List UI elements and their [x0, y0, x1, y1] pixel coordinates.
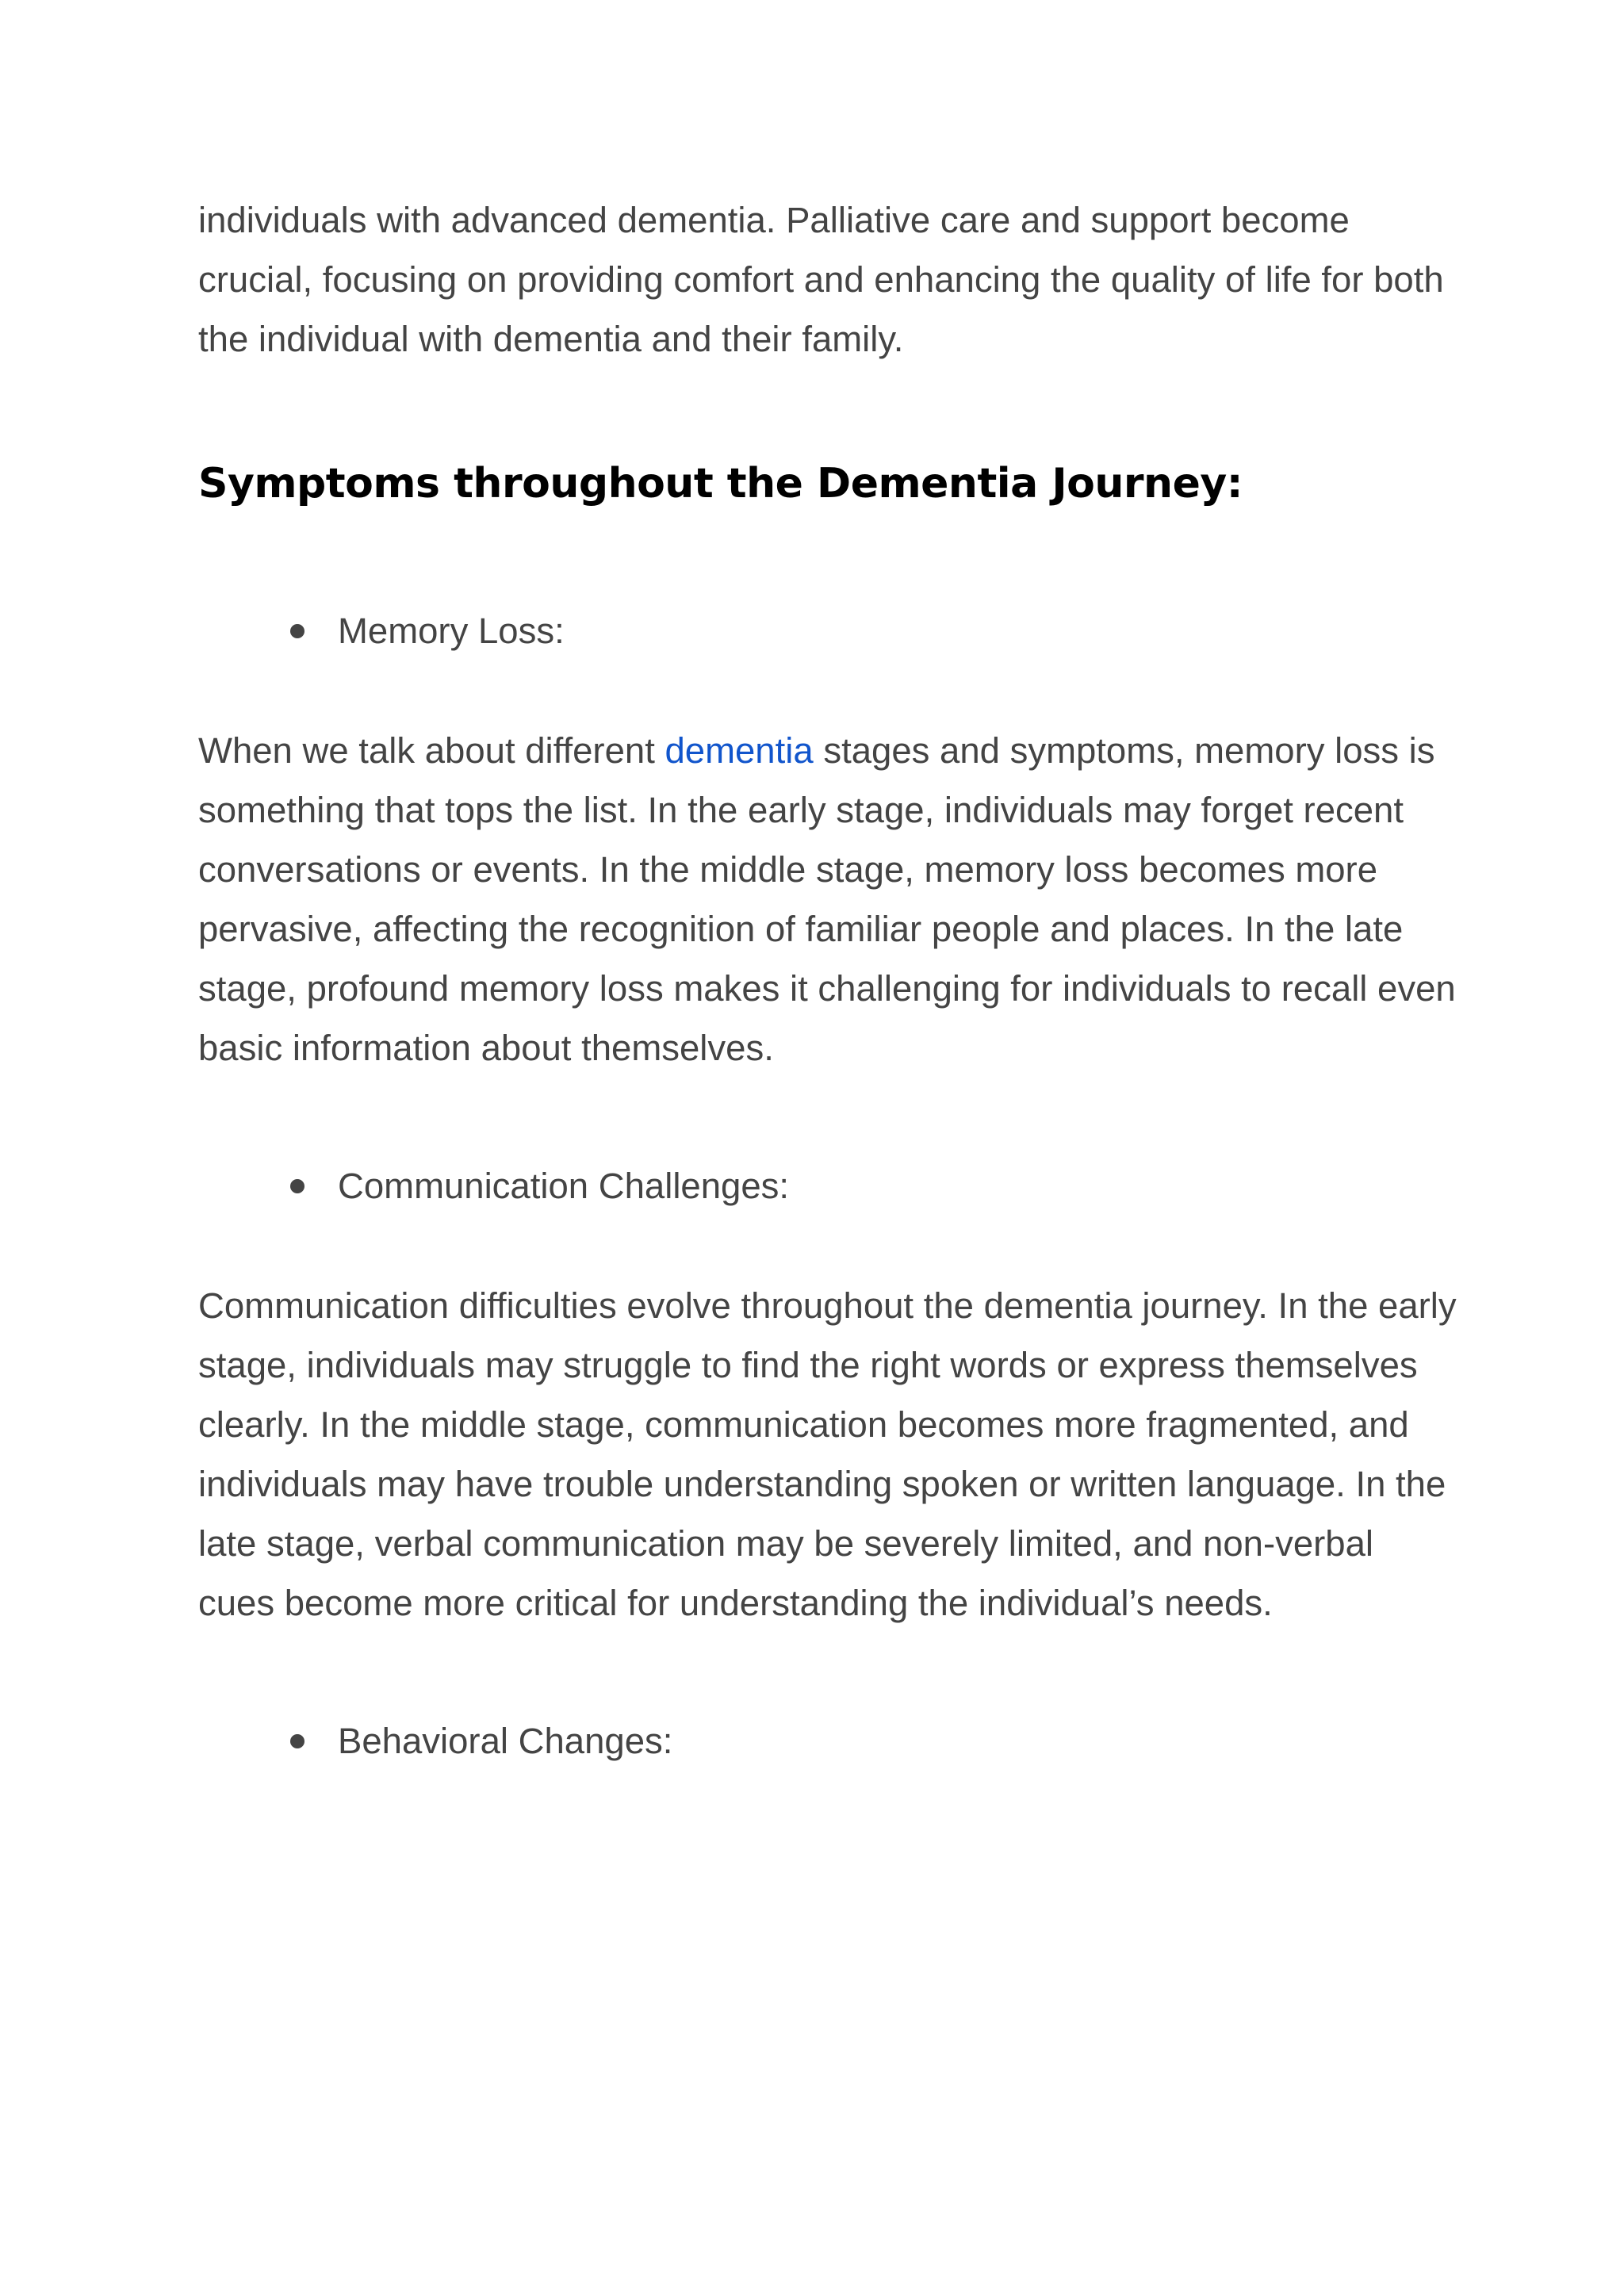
spacer: [198, 1633, 1459, 1711]
spacer: [198, 661, 1459, 721]
bullet-dot-icon: [290, 624, 304, 638]
bullet-label: Communication Challenges:: [338, 1166, 790, 1206]
communication-paragraph: Communication difficulties evolve throughout the dementia journey. In the early stage, individuals may struggle to find the right words or express themselves clearly. In the middle stage, communication becomes more fragmented, and individuals may have trouble understanding spoken or written language. In the late stage, verbal communication may be severely limited, and non-verbal cues become more critical for understanding the individual’s needs.: [198, 1285, 1457, 1623]
section-heading: Symptoms throughout the Dementia Journey:: [198, 460, 1243, 507]
paragraph-text: When we talk about different: [198, 730, 665, 771]
intro-paragraph: individuals with advanced dementia. Palliative care and support become crucial, focusing on providing comfort and enhancing the quality of life for both the individual with dementia and their family.: [198, 200, 1444, 359]
dementia-link[interactable]: dementia: [665, 730, 814, 771]
spacer: [198, 514, 1459, 601]
spacer: [198, 369, 1459, 454]
bullet-label: Memory Loss:: [338, 611, 565, 651]
document-page: [198, 190, 1459, 1771]
bullet-dot-icon: [290, 1179, 304, 1193]
spacer: [198, 1078, 1459, 1156]
bullet-label: Behavioral Changes:: [338, 1721, 673, 1761]
spacer: [198, 1216, 1459, 1276]
bullet-dot-icon: [290, 1734, 304, 1748]
bullet-item-communication-challenges: [198, 1156, 1459, 1216]
memory-loss-paragraph: [198, 721, 1459, 1078]
bullet-item-behavioral-changes: [198, 1711, 1459, 1771]
paragraph-text: stages and symptoms, memory loss is something that tops the list. In the early stage, individuals may forget recent conversations or events. In the middle stage, memory loss becomes more pervasive, affecting the recognition of familiar people and places. In the late stage, profound memory loss makes it challenging for individuals to recall even basic information about themselves.: [198, 730, 1456, 1068]
bullet-item-memory-loss: [198, 601, 1459, 661]
